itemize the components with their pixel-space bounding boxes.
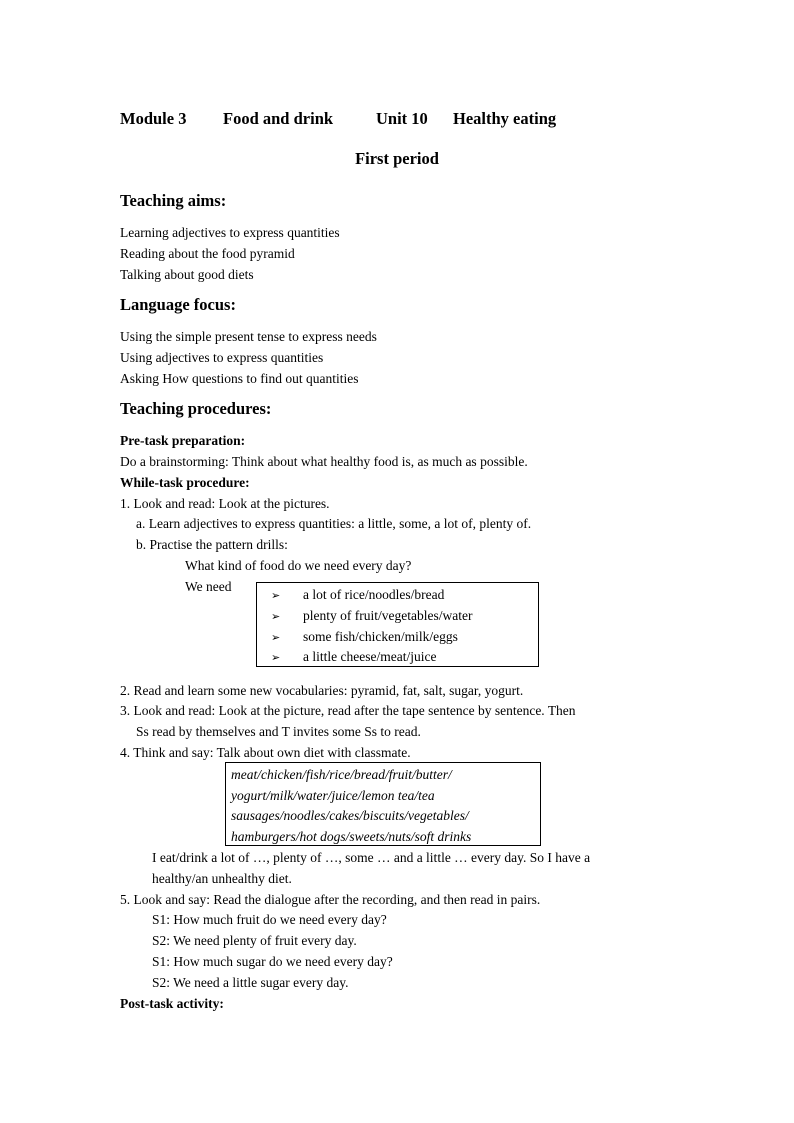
procedures-heading: Teaching procedures: — [120, 399, 272, 418]
period-title: First period — [355, 149, 439, 168]
focus-item: Using adjectives to express quantities — [120, 350, 324, 365]
aim-item: Learning adjectives to express quantities — [120, 225, 340, 240]
dialogue-line: S2: We need a little sugar every day. — [152, 975, 349, 990]
post-task-heading: Post-task activity: — [120, 996, 224, 1011]
dialogue-line: S1: How much fruit do we need every day? — [152, 912, 387, 927]
food-words-line: hamburgers/hot dogs/sweets/nuts/soft drinks — [231, 829, 472, 844]
pattern-question: What kind of food do we need every day? — [185, 558, 412, 573]
dialogue-line: S2: We need plenty of fruit every day. — [152, 933, 357, 948]
we-need-label: We need — [185, 579, 232, 594]
arrowhead-bullet-icon: ➢ — [271, 589, 281, 602]
step-1: 1. Look and read: Look at the pictures. — [120, 496, 330, 511]
focus-item: Asking How questions to find out quantities — [120, 371, 359, 386]
list-item: ➢ a little cheese/meat/juice — [257, 650, 436, 664]
arrowhead-bullet-icon: ➢ — [271, 651, 281, 664]
module-label: Module 3 — [120, 109, 187, 128]
unit-title: Healthy eating — [453, 109, 557, 128]
language-focus-heading: Language focus: — [120, 295, 236, 314]
food-words-line: sausages/noodles/cakes/biscuits/vegetables/ — [231, 808, 469, 823]
list-item: ➢ plenty of fruit/vegetables/water — [257, 609, 472, 623]
needs-box — [256, 582, 539, 667]
list-item: ➢ a lot of rice/noodles/bread — [257, 588, 444, 602]
food-words-box — [225, 762, 541, 846]
step-2: 2. Read and learn some new vocabularies: pyramid, fat, salt, sugar, yogurt. — [120, 683, 524, 698]
step-3-line1: 3. Look and read: Look at the picture, read after the tape sentence by sentence. Then — [120, 703, 576, 718]
step-3-line2: Ss read by themselves and T invites some Ss to read. — [136, 724, 421, 739]
aim-item: Reading about the food pyramid — [120, 246, 295, 261]
arrowhead-bullet-icon: ➢ — [271, 631, 281, 644]
arrowhead-bullet-icon: ➢ — [271, 610, 281, 623]
pre-task-text: Do a brainstorming: Think about what healthy food is, as much as possible. — [120, 454, 528, 469]
step-1a: a. Learn adjectives to express quantities: a little, some, a lot of, plenty of. — [136, 516, 532, 531]
diet-sentence-line1: I eat/drink a lot of …, plenty of …, some … and a little … every day. So I have a — [152, 850, 591, 865]
teaching-aims-heading: Teaching aims: — [120, 191, 227, 210]
focus-item: Using the simple present tense to express needs — [120, 329, 377, 344]
while-task-heading: While-task procedure: — [120, 475, 250, 490]
dialogue-line: S1: How much sugar do we need every day? — [152, 954, 393, 969]
module-topic: Food and drink — [223, 109, 334, 128]
diet-sentence-line2: healthy/an unhealthy diet. — [152, 871, 292, 886]
step-1b: b. Practise the pattern drills: — [136, 537, 288, 552]
step-5: 5. Look and say: Read the dialogue after the recording, and then read in pairs. — [120, 892, 541, 907]
food-words-line: meat/chicken/fish/rice/bread/fruit/butter/ — [231, 767, 452, 782]
list-item: ➢ some fish/chicken/milk/eggs — [257, 630, 458, 644]
aim-item: Talking about good diets — [120, 267, 254, 282]
step-4: 4. Think and say: Talk about own diet with classmate. — [120, 745, 411, 760]
unit-label: Unit 10 — [376, 109, 428, 128]
pre-task-heading: Pre-task preparation: — [120, 433, 246, 448]
food-words-line: yogurt/milk/water/juice/lemon tea/tea — [231, 788, 435, 803]
